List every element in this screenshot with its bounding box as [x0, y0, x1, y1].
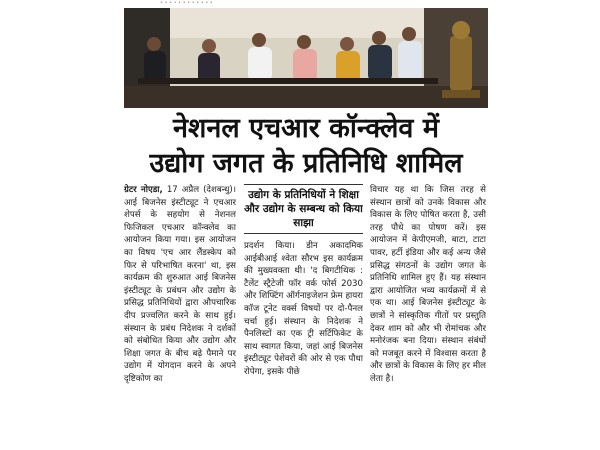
conference-panel-photo-icon	[124, 8, 488, 108]
photo-stage	[124, 86, 488, 108]
top-strip: • • • • • • • • • • • •	[160, 0, 213, 6]
article-column-3	[370, 184, 486, 446]
column-3-body: विचार यह था कि जिस तरह से संस्थान छात्रों को उनके विकास और विकास के लिए पोषित करता है, उसी तरह पौधे का पोषण करें। इस आयोजन में केपीएमजी, बाटा, टाटा पावर, हर्टी इंडिया और कई अन्य जैसे प्रसिद्ध संगठनों के उद्योग जगत के प्रतिनिधि शामिल हुए हैं। यह संस्थान द्वारा आयोजित भव्य कार्यक्रमों में से एक था। आई बिजनेस इंस्टीट्यूट के छात्रों ने सांस्कृतिक गीतों पर प्रस्तुति देकर शाम को और भी रोमांचक और मनोरंजक बना दिया। संस्थान संबंधों को मजबूत करने में विश्वास करता है और छात्रों के विकास के लिए हर मील लेता है।	[370, 185, 486, 384]
article-column-2	[244, 184, 363, 446]
news-photo	[124, 8, 488, 108]
photo-screen	[170, 8, 424, 38]
pull-quote: उद्योग के प्रतिनिधियों ने शिक्षा और उद्योग के सम्बन्ध को किया साझा	[244, 184, 363, 234]
column-1-text	[124, 184, 236, 386]
photo-chairs	[138, 78, 438, 84]
headline-line-1: नेशनल एचआर कॉन्क्लेव में	[173, 113, 439, 144]
headline-line-2: उद्योग जगत के प्रतिनिधि शामिल	[149, 148, 463, 179]
dateline: ग्रेटर नोएडा,	[124, 185, 163, 195]
article-column-1	[124, 184, 236, 446]
column-1-body: 17 अप्रैल (देशबन्धु)। आई बिजनेस इंस्टीट्यूट ने एचआर शेपर्स के सहयोग से नेशनल फिजिकल एचआर कॉन्क्लेव का आयोजन किया गया। इस आयोजन का विषय 'एच आर लैंडस्केप को फिर से परिभाषित करना' था, इस कार्यक्रम की शुरुआत आई बिजनेस इंस्टीट्यूट के प्रबंधन और उद्योग के प्रसिद्ध प्रतिनिधियों द्वारा औपचारिक दीप प्रज्वलित करने के साथ हुई। संस्थान के प्रबंध निदेशक ने दर्शकों को संबोधित किया और उद्योग और शिक्षा जगत के बीच बढ़े पैमाने पर उद्योग में योगदान करने के अपने दृष्टिकोण का	[124, 185, 236, 384]
column-2-body: प्रदर्शन किया। डीन अकादमिक आईबीआई श्वेता सौरभ इस कार्यक्रम की मुख्यवक्ता थी। 'द बिगटीथिक : टैलेंट स्ट्रैटेजी फॉर वर्क फोर्स 2030 और शिफ्टिंग ऑर्गनाइजेशन फ्रेम हायरा कॉज टूनेट वर्क्स विषयों पर दो-पैनल चर्चा हुई। संस्थान के निदेशक ने पैनलिस्टों का एक ट्री सर्टिफिकेट के साथ स्वागत किया, जहां आई बिजनेस इंस्टीट्यूट पेशेवरों की ओर से एक पौधा रोपेगा, इसके पीछे	[244, 241, 363, 377]
